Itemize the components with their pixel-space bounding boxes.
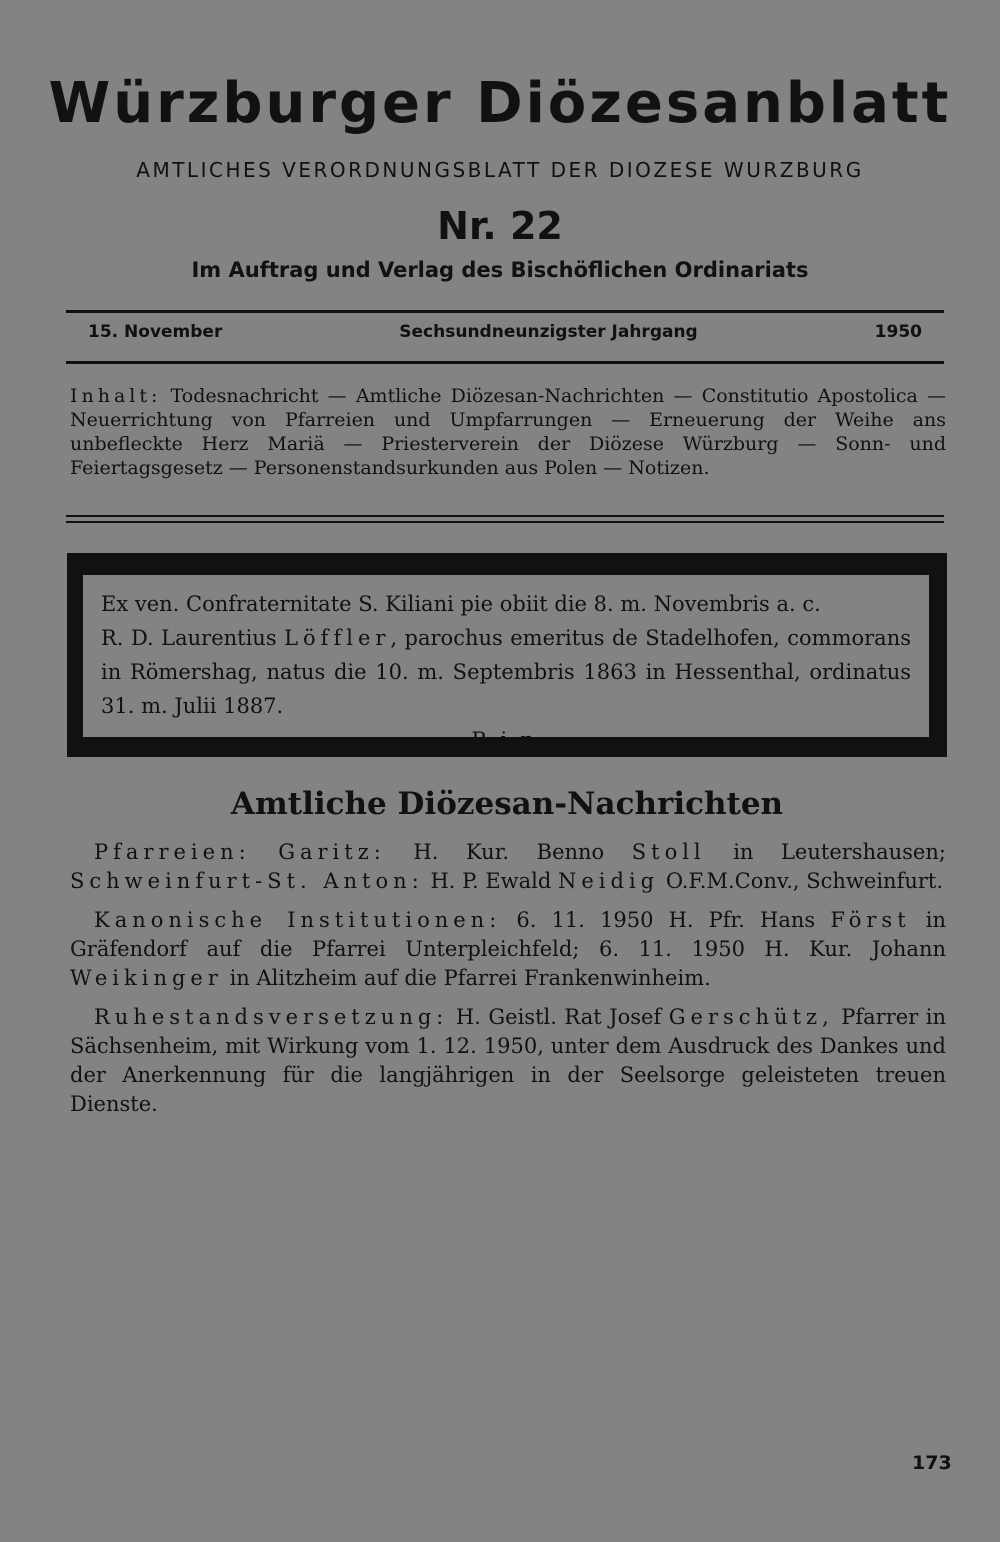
publisher-line: Im Auftrag und Verlag des Bischöflichen Ordinariats bbox=[191, 258, 809, 282]
deceased-prefix: R. D. Laurentius bbox=[101, 626, 277, 650]
publication-subtitle: AMTLICHES VERORDNUNGSBLATT DER DIOZESE WURZBURG bbox=[136, 158, 864, 182]
person-name: Weikinger bbox=[70, 966, 223, 990]
news-paragraph-retirement bbox=[70, 1003, 946, 1119]
table-of-contents bbox=[70, 384, 946, 480]
page-number: 173 bbox=[912, 1452, 952, 1474]
section-title: Amtliche Diözesan-Nachrichten bbox=[230, 786, 784, 822]
death-notice-intro: Ex ven. Confraternitate S. Kiliani pie obiit die 8. m. Novembris a. c. bbox=[101, 592, 821, 616]
deceased-name: Löffler bbox=[284, 626, 391, 650]
text-segment: Pfarrer in Sächsenheim, mit Wirkung vom 1. 12. 1950, unter dem Ausdruck des Dankes und der Anerkennung für die langjährigen in der Seelsorge geleisteten treuen Dienste. bbox=[70, 1005, 946, 1116]
issue-date: 15. November bbox=[88, 322, 223, 342]
death-notice-closing: R. i. p. bbox=[471, 728, 541, 752]
text-segment: H. P. Ewald bbox=[430, 869, 552, 893]
person-name: Stoll bbox=[631, 840, 706, 864]
death-notice-box bbox=[67, 553, 947, 757]
death-notice-body: , parochus emeritus de Stadelhofen, commorans in Römershag, natus die 10. m. Septembris 1863 in Hessenthal, ordinatus 31. m. Julii 1887. bbox=[101, 626, 912, 718]
top-rule bbox=[66, 310, 944, 313]
paragraph-label: Ruhestandsversetzung: bbox=[94, 1005, 449, 1029]
person-name: Först bbox=[830, 908, 911, 932]
masthead bbox=[0, 70, 1000, 282]
text-segment: H. Geistl. Rat Josef bbox=[455, 1005, 662, 1029]
diocesan-news bbox=[70, 838, 946, 1129]
text-segment: 6. 11. 1950 H. Pfr. Hans bbox=[516, 908, 816, 932]
issue-number: Nr. 22 bbox=[437, 204, 563, 248]
death-notice-text bbox=[101, 587, 911, 757]
news-paragraph-parishes bbox=[70, 838, 946, 896]
volume-label: Sechsundneunzigster Jahrgang bbox=[399, 322, 698, 342]
dateline bbox=[88, 322, 922, 342]
dateline-rule bbox=[66, 361, 944, 364]
issue-year: 1950 bbox=[874, 322, 922, 342]
contents-rule-lower bbox=[66, 521, 944, 523]
text-segment: in Leutershausen; bbox=[733, 840, 946, 864]
place-name: Schweinfurt-St. Anton: bbox=[70, 869, 424, 893]
contents-label: Inhalt: bbox=[70, 385, 162, 407]
text-segment: H. Kur. Benno bbox=[413, 840, 605, 864]
text-segment: in Gräfendorf auf die Pfarrei Unterpleichfeld; 6. 11. 1950 H. Kur. Johann bbox=[70, 908, 946, 961]
contents-text: Todesnachricht — Amtliche Diözesan-Nachrichten — Constitutio Apostolica — Neuerrichtung von Pfarreien und Umpfarrungen — Erneuerung der Weihe ans unbefleckte Herz Mariä — Priesterverein der Diözese Würzburg — Sonn- und Feiertagsgesetz — Personenstandsurkunden aus Polen — Notizen. bbox=[70, 385, 946, 479]
person-name: Gerschütz, bbox=[668, 1005, 834, 1029]
person-name: Neidig bbox=[558, 869, 660, 893]
text-segment: O.F.M.Conv., Schweinfurt. bbox=[665, 869, 944, 893]
text-segment: in Alitzheim auf die Pfarrei Frankenwinheim. bbox=[229, 966, 711, 990]
publication-title: Würzburger Diözesanblatt bbox=[48, 71, 952, 136]
place-name: Garitz: bbox=[278, 840, 386, 864]
news-paragraph-institutions bbox=[70, 906, 946, 993]
paragraph-label: Kanonische Institutionen: bbox=[94, 908, 502, 932]
contents-rule-upper bbox=[66, 515, 944, 517]
paragraph-label: Pfarreien: bbox=[94, 840, 251, 864]
